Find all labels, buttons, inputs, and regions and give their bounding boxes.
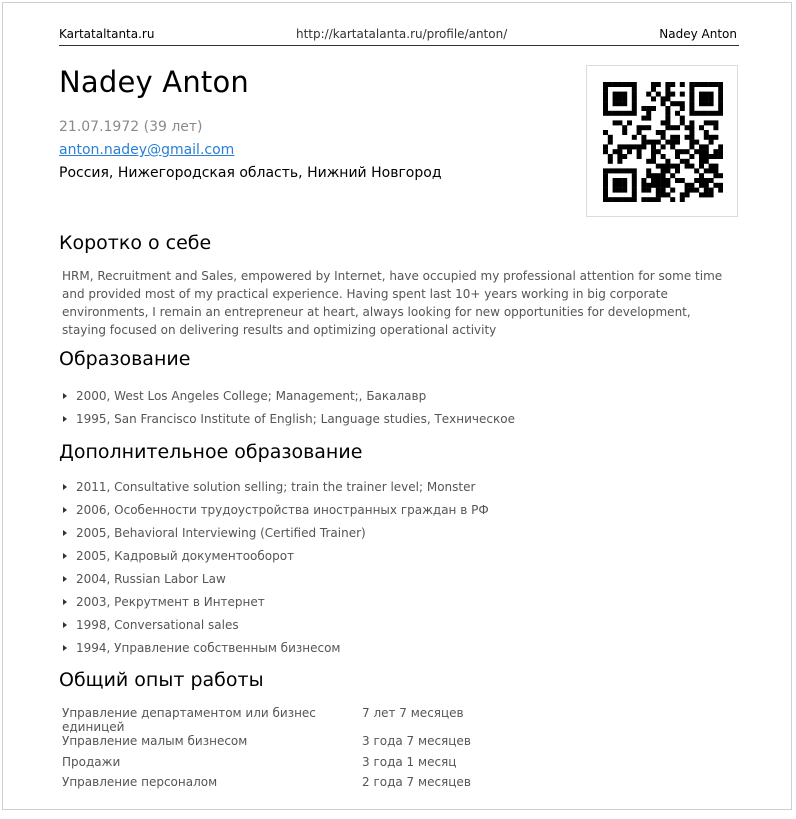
list-item: 2005, Кадровый документооборот	[62, 548, 489, 571]
page-header	[59, 25, 739, 46]
experience-area: Управление департаментом или бизнес единицей	[62, 706, 316, 734]
qr-code-image	[603, 82, 723, 202]
list-item: 2003, Рекрутмент в Интернет	[62, 594, 489, 617]
date-of-birth: 21.07.1972 (39 лет)	[59, 119, 203, 135]
list-item: 1998, Conversational sales	[62, 617, 489, 640]
profile-url[interactable]: http://kartatalanta.ru/profile/anton/	[296, 27, 508, 41]
resume-page	[2, 2, 792, 810]
additional-education-list	[62, 479, 489, 663]
profile-name: Nadey Anton	[59, 65, 250, 99]
site-name[interactable]: Kartataltanta.ru	[59, 27, 155, 41]
table-row	[62, 734, 471, 755]
experience-duration: 2 года 7 месяцев	[362, 775, 471, 789]
list-item: 2006, Особенности трудоустройства иностранных граждан в РФ	[62, 502, 489, 525]
list-item: 2004, Russian Labor Law	[62, 571, 489, 594]
about-title: Коротко о себе	[59, 232, 212, 254]
experience-title: Общий опыт работы	[59, 669, 264, 691]
about-text: HRM, Recruitment and Sales, empowered by Internet, have occupied my professional attention for some time and provided most of my practical experience. Having spent last 10+ years working in big corporate environments, I remain an entrepreneur at heart, always looking for new opportunities for development, staying focused on delivering results and optimizing operational activity	[62, 269, 723, 337]
list-item: 1994, Управление собственным бизнесом	[62, 640, 489, 663]
experience-area: Продажи	[62, 754, 121, 769]
qr-code	[586, 65, 738, 217]
email-link[interactable]: anton.nadey@gmail.com	[59, 142, 235, 158]
education-list	[62, 388, 515, 434]
table-row	[62, 775, 471, 796]
list-item: 2000, West Los Angeles College; Management;, Бакалавр	[62, 388, 515, 411]
table-row	[62, 755, 471, 776]
experience-area: Управление малым бизнесом	[62, 734, 248, 748]
experience-table	[62, 706, 471, 796]
table-row	[62, 706, 471, 734]
additional-education-title: Дополнительное образование	[59, 441, 363, 463]
education-title: Образование	[59, 348, 191, 370]
header-user-name: Nadey Anton	[659, 27, 737, 41]
list-item: 1995, San Francisco Institute of English; Language studies, Техническое	[62, 411, 515, 434]
list-item: 2005, Behavioral Interviewing (Certified Trainer)	[62, 525, 489, 548]
experience-duration: 3 года 1 месяц	[362, 754, 457, 769]
experience-duration: 7 лет 7 месяцев	[362, 706, 464, 720]
experience-area: Управление персоналом	[62, 775, 218, 789]
experience-duration: 3 года 7 месяцев	[362, 734, 471, 748]
list-item: 2011, Consultative solution selling; train the trainer level; Monster	[62, 479, 489, 502]
location: Россия, Нижегородская область, Нижний Новгород	[59, 165, 442, 181]
